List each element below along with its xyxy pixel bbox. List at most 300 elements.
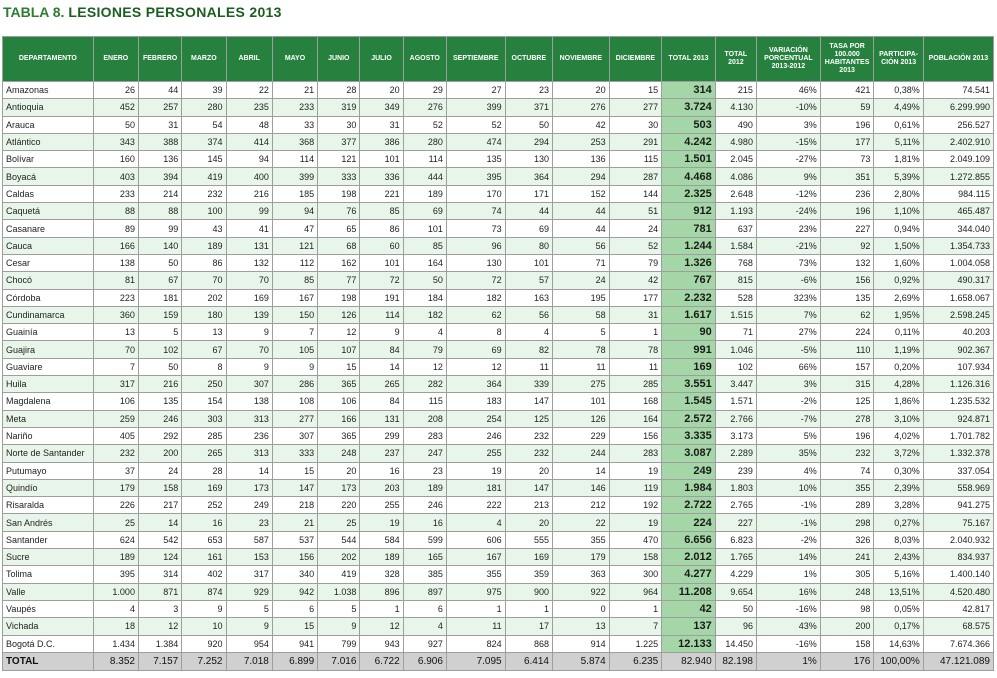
department-cell: Guainía — [3, 324, 94, 341]
table-cell: 147 — [505, 479, 552, 496]
table-cell: 192 — [609, 497, 662, 514]
table-cell: 71 — [553, 254, 610, 271]
table-cell: 198 — [318, 185, 360, 202]
table-cell: 599 — [403, 531, 446, 548]
table-cell: 102 — [138, 341, 181, 358]
table-cell: 46% — [756, 82, 820, 99]
table-cell: 3.173 — [715, 427, 756, 444]
table-cell: 181 — [446, 479, 505, 496]
column-header: DICIEMBRE — [609, 37, 662, 82]
table-cell: 365 — [318, 427, 360, 444]
table-cell: 337.054 — [923, 462, 993, 479]
table-cell: 182 — [403, 306, 446, 323]
table-cell: 1.354.733 — [923, 237, 993, 254]
table-cell: 897 — [403, 583, 446, 600]
table-cell: 303 — [182, 410, 226, 427]
total-cell: 8.352 — [93, 652, 138, 670]
table-cell: 2.289 — [715, 445, 756, 462]
table-cell: 248 — [820, 583, 874, 600]
table-cell: 241 — [820, 549, 874, 566]
table-cell: 136 — [138, 151, 181, 168]
department-cell: Arauca — [3, 116, 94, 133]
total-2013-cell: 6.656 — [662, 531, 716, 548]
table-cell: 8 — [182, 358, 226, 375]
table-cell: 79 — [403, 341, 446, 358]
table-cell: 1.400.140 — [923, 566, 993, 583]
table-cell: 307 — [272, 427, 317, 444]
table-cell: 5,39% — [874, 168, 923, 185]
table-cell: 19 — [446, 462, 505, 479]
total-2013-cell: 991 — [662, 341, 716, 358]
table-cell: 419 — [182, 168, 226, 185]
table-cell: 555 — [505, 531, 552, 548]
table-cell: 212 — [553, 497, 610, 514]
total-cell: 6.235 — [609, 652, 662, 670]
table-cell: 26 — [93, 82, 138, 99]
department-cell: Vaupés — [3, 600, 94, 617]
table-cell: 52 — [446, 116, 505, 133]
table-cell: 419 — [318, 566, 360, 583]
table-cell: 39 — [182, 82, 226, 99]
department-cell: Quindío — [3, 479, 94, 496]
table-cell: 298 — [820, 514, 874, 531]
table-cell: 364 — [505, 168, 552, 185]
table-cell: 59 — [820, 99, 874, 116]
column-header: AGOSTO — [403, 37, 446, 82]
table-cell: 44 — [553, 220, 610, 237]
table-cell: 31 — [360, 116, 403, 133]
table-cell: 131 — [226, 237, 272, 254]
table-cell: 0,94% — [874, 220, 923, 237]
table-cell: 3.447 — [715, 376, 756, 393]
table-cell: 84 — [360, 393, 403, 410]
table-cell: 394 — [138, 168, 181, 185]
table-row — [3, 237, 994, 254]
total-2013-cell: 3.551 — [662, 376, 716, 393]
table-cell: 15 — [609, 82, 662, 99]
table-cell: 167 — [272, 289, 317, 306]
table-cell: 14 — [360, 358, 403, 375]
table-cell: 359 — [505, 566, 552, 583]
table-cell: 317 — [93, 376, 138, 393]
table-cell: 135 — [446, 151, 505, 168]
table-cell: 101 — [360, 151, 403, 168]
table-cell: 1,81% — [874, 151, 923, 168]
table-cell: 28 — [182, 462, 226, 479]
table-cell: 181 — [138, 289, 181, 306]
table-cell: 130 — [446, 254, 505, 271]
table-cell: 7.674.366 — [923, 635, 993, 652]
table-cell: 2.402.910 — [923, 133, 993, 150]
table-row — [3, 185, 994, 202]
table-cell: 78 — [553, 341, 610, 358]
table-cell: 20 — [318, 462, 360, 479]
table-cell: 226 — [93, 497, 138, 514]
table-cell: 5% — [756, 427, 820, 444]
table-cell: 343 — [93, 133, 138, 150]
table-cell: 70 — [226, 341, 272, 358]
table-cell: 11 — [505, 358, 552, 375]
table-cell: 70 — [182, 272, 226, 289]
table-cell: 33 — [272, 116, 317, 133]
table-cell: 6.299.990 — [923, 99, 993, 116]
total-cell: 82.198 — [715, 652, 756, 670]
table-cell: 537 — [272, 531, 317, 548]
table-cell: 48 — [226, 116, 272, 133]
table-cell: 275 — [553, 376, 610, 393]
table-cell: 77 — [318, 272, 360, 289]
table-cell: 102 — [715, 358, 756, 375]
table-cell: 1.193 — [715, 203, 756, 220]
table-cell: 1.701.782 — [923, 427, 993, 444]
total-2013-cell: 11.208 — [662, 583, 716, 600]
table-cell: 305 — [820, 566, 874, 583]
table-cell: 7 — [609, 618, 662, 635]
table-cell: 27 — [446, 82, 505, 99]
table-cell: -1% — [756, 514, 820, 531]
table-cell: 421 — [820, 82, 874, 99]
table-cell: 299 — [360, 427, 403, 444]
total-2013-cell: 4.277 — [662, 566, 716, 583]
total-2013-cell: 3.335 — [662, 427, 716, 444]
table-cell: 182 — [446, 289, 505, 306]
table-cell: 41 — [226, 220, 272, 237]
table-cell: 60 — [360, 237, 403, 254]
table-cell: 9 — [318, 618, 360, 635]
table-cell: 125 — [820, 393, 874, 410]
total-cell: 5.874 — [553, 652, 610, 670]
table-cell: 4 — [446, 514, 505, 531]
table-cell: 10% — [756, 479, 820, 496]
table-cell: 156 — [820, 272, 874, 289]
table-cell: 954 — [226, 635, 272, 652]
table-cell: 100 — [182, 203, 226, 220]
table-cell: 35% — [756, 445, 820, 462]
table-row — [3, 462, 994, 479]
table-cell: 20 — [360, 82, 403, 99]
column-header: MARZO — [182, 37, 226, 82]
table-cell: 1,60% — [874, 254, 923, 271]
table-cell: 1,50% — [874, 237, 923, 254]
department-cell: Santander — [3, 531, 94, 548]
table-cell: 84 — [360, 341, 403, 358]
table-cell: 344.040 — [923, 220, 993, 237]
table-cell: 73% — [756, 254, 820, 271]
table-cell: 4,28% — [874, 376, 923, 393]
table-cell: 126 — [318, 306, 360, 323]
table-cell: 21 — [272, 514, 317, 531]
table-cell: 135 — [138, 393, 181, 410]
table-cell: 896 — [360, 583, 403, 600]
column-header: POBLACIÓN 2013 — [923, 37, 993, 82]
table-cell: 232 — [182, 185, 226, 202]
table-cell: 15 — [318, 358, 360, 375]
table-cell: 96 — [446, 237, 505, 254]
table-cell: 250 — [182, 376, 226, 393]
table-cell: 276 — [553, 99, 610, 116]
column-header: SEPTIEMBRE — [446, 37, 505, 82]
table-cell: 218 — [272, 497, 317, 514]
table-cell: 624 — [93, 531, 138, 548]
table-cell: 66% — [756, 358, 820, 375]
table-cell: 371 — [505, 99, 552, 116]
table-cell: 7 — [272, 324, 317, 341]
table-cell: 8 — [446, 324, 505, 341]
table-cell: 0,30% — [874, 462, 923, 479]
table-cell: 9% — [756, 168, 820, 185]
table-cell: 115 — [609, 151, 662, 168]
table-cell: 12 — [446, 358, 505, 375]
table-cell: 606 — [446, 531, 505, 548]
table-cell: 587 — [226, 531, 272, 548]
table-cell: 5 — [226, 600, 272, 617]
table-cell: 4,02% — [874, 427, 923, 444]
total-2013-cell: 1.984 — [662, 479, 716, 496]
table-cell: 232 — [820, 445, 874, 462]
table-cell: 914 — [553, 635, 610, 652]
table-cell: 14 — [138, 514, 181, 531]
table-cell: 196 — [820, 116, 874, 133]
table-cell: 256.527 — [923, 116, 993, 133]
table-row — [3, 358, 994, 375]
table-cell: 7% — [756, 306, 820, 323]
table-cell: 222 — [446, 497, 505, 514]
table-cell: 233 — [272, 99, 317, 116]
table-cell: 105 — [272, 341, 317, 358]
table-cell: 62 — [446, 306, 505, 323]
table-cell: 9 — [226, 618, 272, 635]
table-cell: 277 — [609, 99, 662, 116]
table-cell: 452 — [93, 99, 138, 116]
table-cell: 276 — [403, 99, 446, 116]
table-cell: 189 — [93, 549, 138, 566]
table-cell: 5,11% — [874, 133, 923, 150]
table-cell: 44 — [553, 203, 610, 220]
table-cell: 236 — [226, 427, 272, 444]
table-cell: 282 — [403, 376, 446, 393]
table-cell: 280 — [182, 99, 226, 116]
table-cell: 265 — [360, 376, 403, 393]
table-cell: 114 — [403, 151, 446, 168]
table-title — [3, 2, 282, 22]
table-cell: 21 — [272, 82, 317, 99]
table-cell: 1.038 — [318, 583, 360, 600]
total-2013-cell: 4.468 — [662, 168, 716, 185]
total-label: TOTAL — [3, 652, 94, 670]
table-cell: 27% — [756, 324, 820, 341]
table-cell: 147 — [272, 479, 317, 496]
department-cell: San Andrés — [3, 514, 94, 531]
table-cell: 236 — [820, 185, 874, 202]
table-cell: 132 — [226, 254, 272, 271]
table-cell: 414 — [226, 133, 272, 150]
table-cell: 1,95% — [874, 306, 923, 323]
table-cell: 8,03% — [874, 531, 923, 548]
table-cell: 124 — [138, 549, 181, 566]
table-cell: 227 — [715, 514, 756, 531]
table-cell: 355 — [553, 531, 610, 548]
column-header: NOVIEMBRE — [553, 37, 610, 82]
table-cell: 0,11% — [874, 324, 923, 341]
table-cell: 355 — [820, 479, 874, 496]
table-cell: -7% — [756, 410, 820, 427]
table-cell: 50 — [138, 358, 181, 375]
table-cell: 126 — [553, 410, 610, 427]
table-cell: 9 — [360, 324, 403, 341]
table-cell: 4,49% — [874, 99, 923, 116]
table-cell: 20 — [505, 462, 552, 479]
table-cell: 20 — [505, 514, 552, 531]
table-cell: 202 — [318, 549, 360, 566]
department-cell: Caldas — [3, 185, 94, 202]
table-cell: 1.332.378 — [923, 445, 993, 462]
table-cell: 166 — [318, 410, 360, 427]
table-cell: 868 — [505, 635, 552, 652]
table-cell: 2.049.109 — [923, 151, 993, 168]
table-cell: 51 — [609, 203, 662, 220]
table-row — [3, 566, 994, 583]
table-cell: 941.275 — [923, 497, 993, 514]
table-row — [3, 410, 994, 427]
table-row — [3, 289, 994, 306]
table-cell: 42 — [553, 116, 610, 133]
table-cell: 165 — [403, 549, 446, 566]
table-cell: 216 — [138, 376, 181, 393]
total-2013-cell: 1.617 — [662, 306, 716, 323]
table-cell: 158 — [609, 549, 662, 566]
total-2013-cell: 503 — [662, 116, 716, 133]
table-cell: 78 — [609, 341, 662, 358]
table-cell: 922 — [553, 583, 610, 600]
table-cell: 110 — [820, 341, 874, 358]
table-cell: 943 — [360, 635, 403, 652]
table-cell: 237 — [360, 445, 403, 462]
department-cell: Sucre — [3, 549, 94, 566]
table-cell: 189 — [360, 549, 403, 566]
table-cell: 156 — [272, 549, 317, 566]
table-cell: 156 — [609, 427, 662, 444]
table-cell: 101 — [553, 393, 610, 410]
table-cell: 653 — [182, 531, 226, 548]
table-cell: 233 — [93, 185, 138, 202]
department-cell: Valle — [3, 583, 94, 600]
table-cell: -24% — [756, 203, 820, 220]
table-cell: 4 — [403, 324, 446, 341]
table-cell: 69 — [403, 203, 446, 220]
total-2013-cell: 137 — [662, 618, 716, 635]
department-cell: Nariño — [3, 427, 94, 444]
table-row — [3, 306, 994, 323]
table-cell: 13 — [182, 324, 226, 341]
table-cell: 871 — [138, 583, 181, 600]
table-cell: 47 — [272, 220, 317, 237]
table-cell: 88 — [93, 203, 138, 220]
table-cell: 106 — [318, 393, 360, 410]
table-cell: 403 — [93, 168, 138, 185]
table-cell: 300 — [609, 566, 662, 583]
table-cell: 0,20% — [874, 358, 923, 375]
total-2013-cell: 42 — [662, 600, 716, 617]
table-cell: 79 — [609, 254, 662, 271]
table-cell: 824 — [446, 635, 505, 652]
table-cell: 927 — [403, 635, 446, 652]
table-cell: 198 — [318, 289, 360, 306]
table-cell: 3% — [756, 376, 820, 393]
table-row — [3, 376, 994, 393]
table-cell: 528 — [715, 289, 756, 306]
table-cell: 98 — [820, 600, 874, 617]
table-cell: 386 — [360, 133, 403, 150]
total-cell: 1% — [756, 652, 820, 670]
table-cell: 23% — [756, 220, 820, 237]
department-cell: Bogotá D.C. — [3, 635, 94, 652]
table-cell: 924.871 — [923, 410, 993, 427]
table-cell: 6.823 — [715, 531, 756, 548]
table-cell: 189 — [182, 237, 226, 254]
table-cell: 25 — [93, 514, 138, 531]
table-cell: 2.765 — [715, 497, 756, 514]
table-cell: 799 — [318, 635, 360, 652]
table-cell: 144 — [609, 185, 662, 202]
table-cell: 173 — [226, 479, 272, 496]
table-cell: 92 — [820, 237, 874, 254]
table-cell: 1.046 — [715, 341, 756, 358]
table-cell: 248 — [318, 445, 360, 462]
table-cell: 22 — [553, 514, 610, 531]
table-cell: 286 — [272, 376, 317, 393]
table-cell: 76 — [318, 203, 360, 220]
table-cell: 265 — [182, 445, 226, 462]
table-cell: 336 — [360, 168, 403, 185]
total-2013-cell: 2.232 — [662, 289, 716, 306]
table-cell: 277 — [272, 410, 317, 427]
department-cell: Amazonas — [3, 82, 94, 99]
table-cell: 385 — [403, 566, 446, 583]
table-cell: 68 — [318, 237, 360, 254]
table-cell: 86 — [360, 220, 403, 237]
table-cell: 50 — [715, 600, 756, 617]
table-cell: 285 — [182, 427, 226, 444]
total-cell: 176 — [820, 652, 874, 670]
table-cell: 43 — [182, 220, 226, 237]
table-cell: 246 — [403, 497, 446, 514]
table-cell: 2.045 — [715, 151, 756, 168]
table-cell: 177 — [609, 289, 662, 306]
table-cell: 232 — [505, 445, 552, 462]
table-cell: 307 — [226, 376, 272, 393]
table-cell: 229 — [553, 427, 610, 444]
table-cell: 189 — [403, 479, 446, 496]
table-cell: 1 — [505, 600, 552, 617]
table-cell: 167 — [446, 549, 505, 566]
table-cell: 184 — [403, 289, 446, 306]
table-cell: 72 — [360, 272, 403, 289]
table-cell: 101 — [505, 254, 552, 271]
table-cell: 147 — [505, 393, 552, 410]
table-cell: 171 — [505, 185, 552, 202]
table-cell: 125 — [505, 410, 552, 427]
table-cell: 74.541 — [923, 82, 993, 99]
department-cell: Guaviare — [3, 358, 94, 375]
table-cell: 315 — [820, 376, 874, 393]
table-cell: 326 — [820, 531, 874, 548]
table-cell: 146 — [553, 479, 610, 496]
table-cell: 85 — [360, 203, 403, 220]
table-cell: 37 — [93, 462, 138, 479]
table-cell: 1,10% — [874, 203, 923, 220]
table-cell: 1.571 — [715, 393, 756, 410]
table-cell: 584 — [360, 531, 403, 548]
